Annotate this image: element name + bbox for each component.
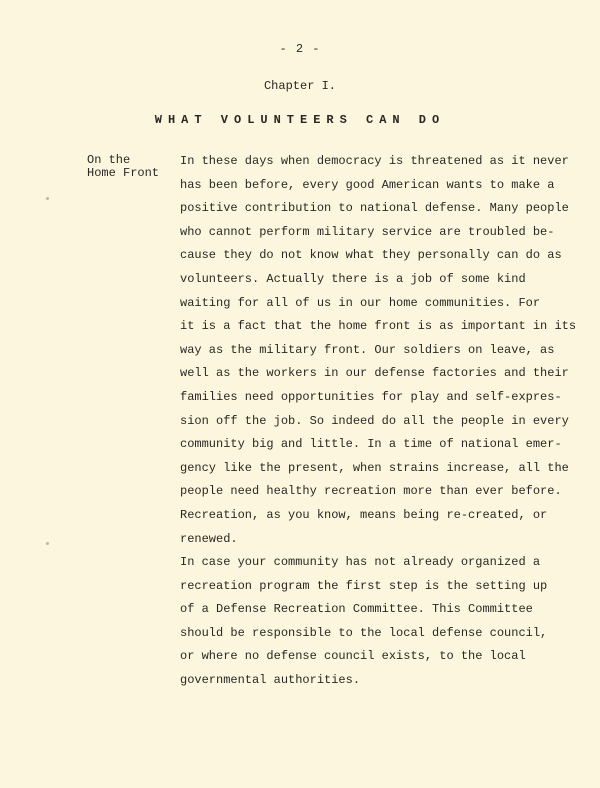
body-line: governmental authorities. — [180, 673, 361, 688]
paper-speck — [46, 197, 49, 200]
body-line: In case your community has not already organized a — [180, 555, 541, 570]
body-line: has been before, every good American wants to make a — [180, 177, 555, 192]
section-heading: WHAT VOLUNTEERS CAN DO — [154, 113, 446, 127]
chapter-title: Chapter I. — [263, 79, 336, 93]
margin-note-line: On the — [87, 153, 131, 167]
body-line: In these days when democracy is threatened as it never — [180, 154, 569, 168]
paper-speck — [46, 542, 49, 545]
body-line: waiting for all of us in our home communities. For — [180, 295, 541, 310]
body-line: positive contribution to national defense. Many people — [180, 201, 569, 216]
page-number: - 2 - — [279, 42, 321, 56]
body-line: well as the workers in our defense factories and their — [180, 366, 569, 381]
body-line: families need opportunities for play and self-expres- — [180, 389, 562, 404]
body-line: community big and little. In a time of national emer- — [180, 437, 562, 452]
body-line: people need healthy recreation more than ever before. — [180, 484, 562, 499]
body-line: gency like the present, when strains increase, all the — [180, 460, 569, 475]
body-line: renewed. — [180, 531, 238, 546]
body-line: cause they do not know what they personally can do as — [180, 248, 562, 263]
body-line: way as the military front. Our soldiers on leave, as — [180, 342, 555, 357]
margin-note — [87, 154, 167, 180]
body-line: it is a fact that the home front is as important in its — [180, 319, 577, 334]
body-line: volunteers. Actually there is a job of some kind — [180, 271, 526, 286]
body-line: or where no defense council exists, to the local — [180, 649, 526, 664]
body-line: should be responsible to the local defense council, — [180, 625, 548, 640]
body-line: who cannot perform military service are troubled be- — [180, 224, 555, 239]
body-line: of a Defense Recreation Committee. This Committee — [180, 602, 533, 617]
body-line: Recreation, as you know, means being re-created, or — [180, 507, 548, 522]
margin-note-line: Home Front — [87, 166, 160, 180]
body-text — [180, 154, 580, 697]
body-line: sion off the job. So indeed do all the people in every — [180, 413, 569, 428]
body-line: recreation program the first step is the setting up — [180, 578, 548, 593]
